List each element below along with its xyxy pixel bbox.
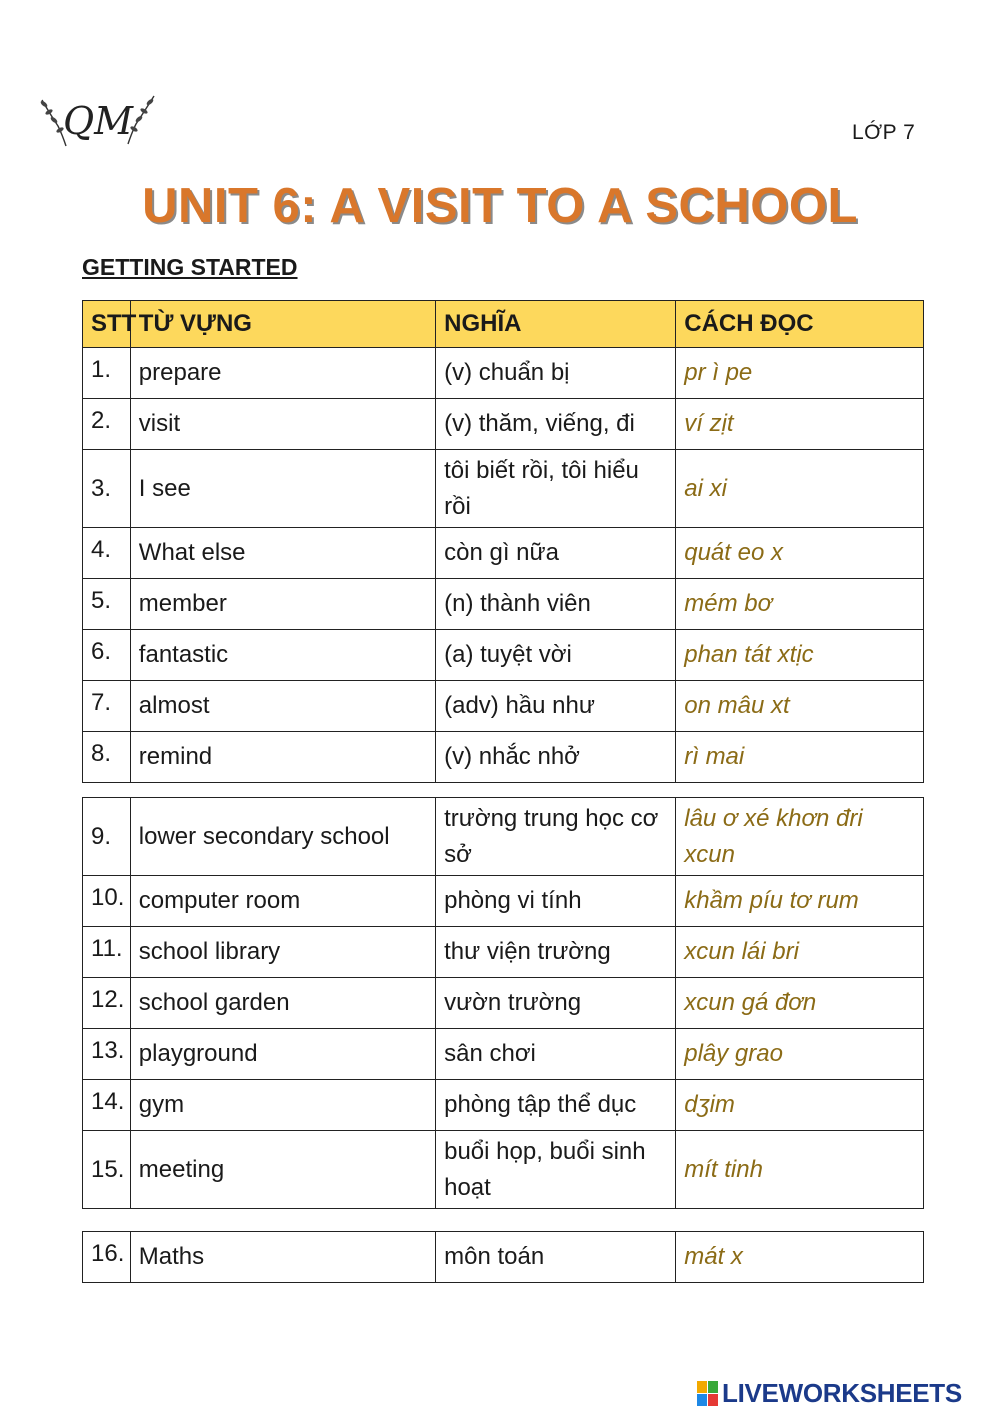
table-row [83,630,924,681]
row-meaning: (v) thăm, viếng, đi [436,399,676,450]
row-number: 16. [83,1232,131,1283]
row-meaning: vườn trường [436,978,676,1029]
row-meaning: sân chơi [436,1029,676,1080]
table-row [83,579,924,630]
row-number: 12. [83,978,131,1029]
row-word: fantastic [130,630,435,681]
row-word: visit [130,399,435,450]
row-meaning: môn toán [436,1232,676,1283]
table-row [83,1029,924,1080]
table-row [83,927,924,978]
row-pronunciation: plây grao [676,1029,924,1080]
row-pronunciation: rì mai [676,732,924,783]
section-heading: GETTING STARTED [82,254,298,280]
row-pronunciation: on mâu xt [676,681,924,732]
row-pronunciation: mát x [676,1232,924,1283]
row-number: 2. [83,399,131,450]
row-meaning: (a) tuyệt vời [436,630,676,681]
row-word: lower secondary school [130,798,435,876]
row-meaning: phòng vi tính [436,876,676,927]
row-word: remind [130,732,435,783]
row-number: 15. [83,1131,131,1209]
row-word: gym [130,1080,435,1131]
table-row [83,876,924,927]
row-word: I see [130,450,435,528]
row-pronunciation: ví zịt [676,399,924,450]
table-row [83,528,924,579]
row-meaning: còn gì nữa [436,528,676,579]
row-pronunciation: xcun gá đơn [676,978,924,1029]
row-number: 4. [83,528,131,579]
row-number: 11. [83,927,131,978]
row-meaning: phòng tập thể dục [436,1080,676,1131]
row-pronunciation: pr ì pe [676,348,924,399]
col-header-word: TỪ VỰNG [130,301,435,348]
qm-logo [36,86,160,152]
row-meaning: buổi họp, buổi sinh hoạt [436,1131,676,1209]
row-pronunciation: phan tát xtịc [676,630,924,681]
row-pronunciation: xcun lái bri [676,927,924,978]
row-word: member [130,579,435,630]
table-row [83,399,924,450]
row-number: 9. [83,798,131,876]
table-row [83,1131,924,1209]
vocab-table-3 [82,1231,924,1283]
table-row [83,1232,924,1283]
row-number: 1. [83,348,131,399]
row-pronunciation: lâu ơ xé khơn đri xcun [676,798,924,876]
row-number: 13. [83,1029,131,1080]
row-meaning: (v) chuẩn bị [436,348,676,399]
row-meaning: trường trung học cơ sở [436,798,676,876]
row-number: 14. [83,1080,131,1131]
table-row [83,681,924,732]
col-header-pronunciation: CÁCH ĐỌC [676,301,924,348]
table-row [83,732,924,783]
logo-text: QM [62,99,134,143]
row-pronunciation: dʒim [676,1080,924,1131]
page-title: UNIT 6: A VISIT TO A SCHOOL [142,179,858,233]
vocab-table-1 [82,300,924,783]
row-meaning: (adv) hầu như [436,681,676,732]
row-pronunciation: quát eo x [676,528,924,579]
row-word: school library [130,927,435,978]
table-row [83,348,924,399]
table-row [83,1080,924,1131]
row-number: 3. [83,450,131,528]
row-meaning: thư viện trường [436,927,676,978]
table-header-row [83,301,924,348]
liveworksheets-watermark[interactable] [697,1378,962,1409]
row-number: 8. [83,732,131,783]
row-word: prepare [130,348,435,399]
row-pronunciation: mít tinh [676,1131,924,1209]
row-word: school garden [130,978,435,1029]
table-row [83,978,924,1029]
row-word: meeting [130,1131,435,1209]
row-pronunciation: ai xi [676,450,924,528]
row-number: 6. [83,630,131,681]
row-meaning: tôi biết rồi, tôi hiểu rồi [436,450,676,528]
row-word: computer room [130,876,435,927]
grade-label: LỚP 7 [852,121,916,144]
col-header-stt: STT [83,301,131,348]
watermark-text: LIVEWORKSHEETS [722,1378,962,1408]
table-row [83,450,924,528]
row-word: Maths [130,1232,435,1283]
row-number: 10. [83,876,131,927]
row-number: 5. [83,579,131,630]
row-meaning: (v) nhắc nhở [436,732,676,783]
row-pronunciation: mém bơ [676,579,924,630]
row-word: almost [130,681,435,732]
row-pronunciation: khầm píu tơ rum [676,876,924,927]
row-number: 7. [83,681,131,732]
vocab-table-2 [82,797,924,1209]
row-word: playground [130,1029,435,1080]
col-header-meaning: NGHĨA [436,301,676,348]
row-meaning: (n) thành viên [436,579,676,630]
row-word: What else [130,528,435,579]
liveworksheets-icon [697,1381,719,1407]
table-row [83,798,924,876]
